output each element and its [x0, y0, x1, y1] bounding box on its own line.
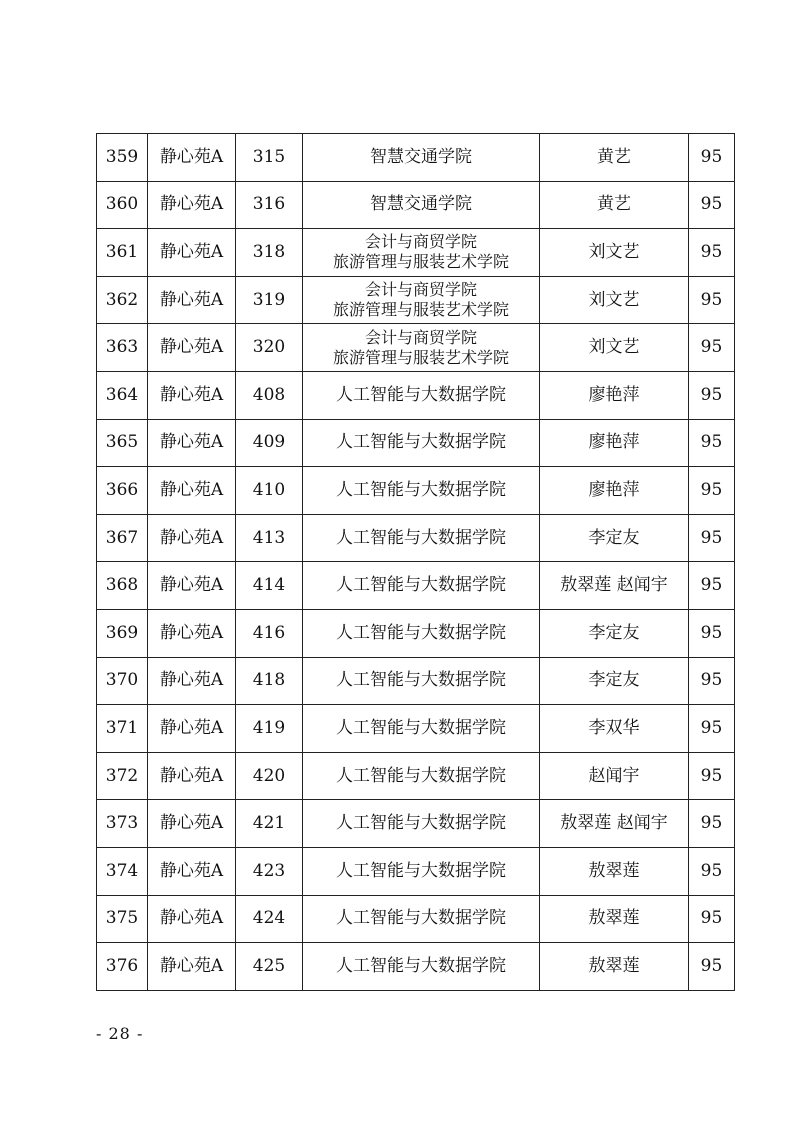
cell-serial-number: 366	[97, 467, 148, 515]
cell-college	[303, 134, 540, 182]
cell-score: 95	[689, 609, 735, 657]
college-name-line: 人工智能与大数据学院	[336, 527, 506, 548]
cell-college	[303, 229, 540, 277]
cell-room-number: 424	[236, 895, 303, 943]
cell-serial-number: 365	[97, 419, 148, 467]
cell-serial-number: 361	[97, 229, 148, 277]
cell-room-number: 416	[236, 609, 303, 657]
college-name-line: 人工智能与大数据学院	[336, 813, 506, 834]
cell-building: 静心苑A	[148, 514, 236, 562]
college-name-line: 智慧交通学院	[370, 194, 472, 215]
cell-score: 95	[689, 752, 735, 800]
cell-college	[303, 609, 540, 657]
table-row	[97, 895, 735, 943]
table-row	[97, 134, 735, 182]
cell-building: 静心苑A	[148, 752, 236, 800]
cell-building: 静心苑A	[148, 609, 236, 657]
cell-building: 静心苑A	[148, 134, 236, 182]
cell-building: 静心苑A	[148, 276, 236, 324]
table-row	[97, 181, 735, 229]
college-name-line: 旅游管理与服装艺术学院	[332, 300, 509, 320]
cell-counselor: 黄艺	[540, 181, 689, 229]
college-name-line: 旅游管理与服装艺术学院	[332, 252, 509, 272]
cell-score: 95	[689, 943, 735, 991]
cell-serial-number: 370	[97, 657, 148, 705]
table-row	[97, 943, 735, 991]
college-name-line: 智慧交通学院	[370, 146, 472, 167]
cell-counselor: 刘文艺	[540, 229, 689, 277]
cell-college	[303, 943, 540, 991]
cell-counselor: 廖艳萍	[540, 419, 689, 467]
cell-college	[303, 419, 540, 467]
cell-college	[303, 276, 540, 324]
cell-college	[303, 562, 540, 610]
dorm-score-table	[96, 133, 735, 991]
cell-score: 95	[689, 134, 735, 182]
cell-college	[303, 705, 540, 753]
cell-score: 95	[689, 657, 735, 705]
college-name-line: 会计与商贸学院	[364, 280, 477, 300]
cell-counselor: 刘文艺	[540, 324, 689, 372]
cell-room-number: 423	[236, 847, 303, 895]
cell-room-number: 410	[236, 467, 303, 515]
table-row	[97, 419, 735, 467]
cell-building: 静心苑A	[148, 847, 236, 895]
cell-score: 95	[689, 371, 735, 419]
cell-serial-number: 367	[97, 514, 148, 562]
cell-building: 静心苑A	[148, 895, 236, 943]
cell-room-number: 421	[236, 800, 303, 848]
college-name-line: 人工智能与大数据学院	[336, 670, 506, 691]
cell-serial-number: 360	[97, 181, 148, 229]
cell-college	[303, 752, 540, 800]
cell-room-number: 418	[236, 657, 303, 705]
table-row	[97, 467, 735, 515]
table-row	[97, 847, 735, 895]
cell-college	[303, 514, 540, 562]
cell-room-number: 316	[236, 181, 303, 229]
cell-building: 静心苑A	[148, 657, 236, 705]
cell-room-number: 414	[236, 562, 303, 610]
cell-serial-number: 373	[97, 800, 148, 848]
cell-building: 静心苑A	[148, 419, 236, 467]
table-row	[97, 705, 735, 753]
cell-score: 95	[689, 562, 735, 610]
cell-score: 95	[689, 324, 735, 372]
cell-serial-number: 374	[97, 847, 148, 895]
table-row	[97, 371, 735, 419]
cell-building: 静心苑A	[148, 562, 236, 610]
cell-score: 95	[689, 800, 735, 848]
cell-building: 静心苑A	[148, 181, 236, 229]
cell-college	[303, 895, 540, 943]
cell-counselor: 李定友	[540, 609, 689, 657]
cell-counselor: 廖艳萍	[540, 467, 689, 515]
cell-room-number: 408	[236, 371, 303, 419]
table-row	[97, 609, 735, 657]
cell-serial-number: 368	[97, 562, 148, 610]
cell-room-number: 413	[236, 514, 303, 562]
cell-serial-number: 364	[97, 371, 148, 419]
college-name-line: 人工智能与大数据学院	[336, 622, 506, 643]
cell-serial-number: 371	[97, 705, 148, 753]
cell-building: 静心苑A	[148, 324, 236, 372]
college-name-line: 旅游管理与服装艺术学院	[332, 347, 509, 367]
cell-counselor: 黄艺	[540, 134, 689, 182]
college-name-line: 人工智能与大数据学院	[336, 908, 506, 929]
college-name-line: 人工智能与大数据学院	[336, 479, 506, 500]
cell-room-number: 420	[236, 752, 303, 800]
cell-counselor: 李双华	[540, 705, 689, 753]
cell-score: 95	[689, 467, 735, 515]
college-name-line: 人工智能与大数据学院	[336, 955, 506, 976]
cell-college	[303, 467, 540, 515]
cell-building: 静心苑A	[148, 229, 236, 277]
cell-room-number: 425	[236, 943, 303, 991]
cell-building: 静心苑A	[148, 371, 236, 419]
table-row	[97, 229, 735, 277]
cell-room-number: 409	[236, 419, 303, 467]
table-row	[97, 276, 735, 324]
college-name-line: 人工智能与大数据学院	[336, 860, 506, 881]
cell-college	[303, 371, 540, 419]
cell-college	[303, 181, 540, 229]
table-row	[97, 800, 735, 848]
cell-serial-number: 362	[97, 276, 148, 324]
cell-building: 静心苑A	[148, 800, 236, 848]
cell-counselor: 敖翠莲	[540, 847, 689, 895]
cell-serial-number: 363	[97, 324, 148, 372]
college-name-line: 人工智能与大数据学院	[336, 765, 506, 786]
page-number: - 28 -	[96, 1024, 144, 1043]
college-name-line: 人工智能与大数据学院	[336, 717, 506, 738]
cell-counselor: 李定友	[540, 657, 689, 705]
cell-serial-number: 375	[97, 895, 148, 943]
table-row	[97, 657, 735, 705]
cell-building: 静心苑A	[148, 943, 236, 991]
table-body	[97, 134, 735, 991]
cell-score: 95	[689, 514, 735, 562]
cell-counselor: 敖翠莲 赵闻宇	[540, 562, 689, 610]
cell-score: 95	[689, 419, 735, 467]
cell-room-number: 320	[236, 324, 303, 372]
cell-counselor: 敖翠莲 赵闻宇	[540, 800, 689, 848]
cell-score: 95	[689, 229, 735, 277]
cell-score: 95	[689, 705, 735, 753]
college-name-line: 人工智能与大数据学院	[336, 432, 506, 453]
cell-serial-number: 369	[97, 609, 148, 657]
cell-score: 95	[689, 847, 735, 895]
cell-counselor: 敖翠莲	[540, 895, 689, 943]
cell-counselor: 敖翠莲	[540, 943, 689, 991]
cell-college	[303, 847, 540, 895]
cell-counselor: 刘文艺	[540, 276, 689, 324]
cell-counselor: 廖艳萍	[540, 371, 689, 419]
cell-building: 静心苑A	[148, 467, 236, 515]
college-name-line: 会计与商贸学院	[364, 327, 477, 347]
college-name-line: 会计与商贸学院	[364, 232, 477, 252]
cell-room-number: 319	[236, 276, 303, 324]
cell-serial-number: 359	[97, 134, 148, 182]
cell-counselor: 赵闻宇	[540, 752, 689, 800]
cell-college	[303, 657, 540, 705]
table-row	[97, 514, 735, 562]
cell-room-number: 419	[236, 705, 303, 753]
cell-serial-number: 372	[97, 752, 148, 800]
cell-building: 静心苑A	[148, 705, 236, 753]
table-row	[97, 324, 735, 372]
cell-college	[303, 324, 540, 372]
table-row	[97, 562, 735, 610]
cell-counselor: 李定友	[540, 514, 689, 562]
cell-serial-number: 376	[97, 943, 148, 991]
cell-score: 95	[689, 276, 735, 324]
college-name-line: 人工智能与大数据学院	[336, 575, 506, 596]
cell-college	[303, 800, 540, 848]
table-row	[97, 752, 735, 800]
cell-room-number: 318	[236, 229, 303, 277]
cell-score: 95	[689, 895, 735, 943]
college-name-line: 人工智能与大数据学院	[336, 384, 506, 405]
cell-score: 95	[689, 181, 735, 229]
cell-room-number: 315	[236, 134, 303, 182]
